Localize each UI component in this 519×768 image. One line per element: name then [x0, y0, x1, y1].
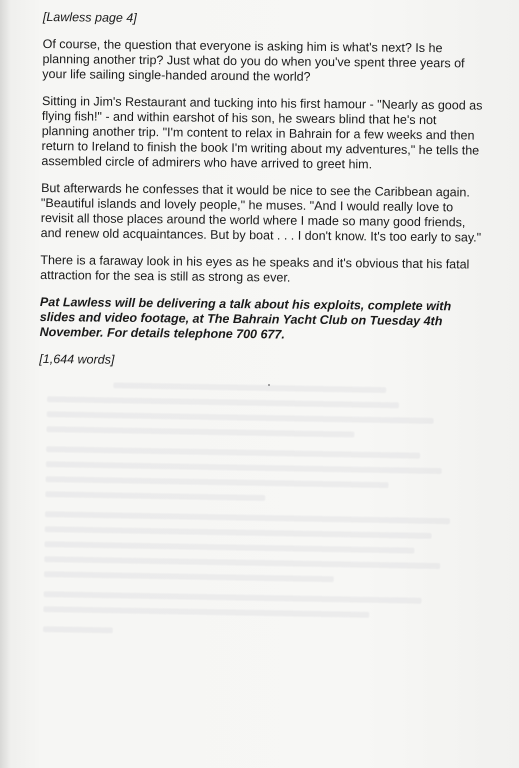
page-binding-edge [0, 0, 10, 768]
bleed-through-text [43, 381, 487, 649]
paragraph-3: But afterwards he confesses that it would be nice to see the Caribbean again. "Beautiful islands and lovely people," he muses. "And I would really love to revisit all those places around the world where I made so many good friends, and renew old acquaintances. But by boat . . . I don't know. It's too early to say." [40, 180, 482, 245]
event-announcement: Pat Lawless will be delivering a talk about his exploits, complete with slides and video footage, at The Bahrain Yacht Club on Tuesday 4th November. For details telephone 700 677. [39, 294, 452, 342]
paragraph-1: Of course, the question that everyone is asking him is what's next? Is he planning another trip? Just what do you do when you've spent three years of your life sailing single-handed around the world? [42, 36, 465, 84]
word-count: [1,644 words] [39, 351, 115, 367]
paragraph-4: There is a faraway look in his eyes as he speaks and it's obvious that his fatal attraction for the sea is still as strong as ever. [40, 252, 470, 285]
page-header: [Lawless page 4] [42, 10, 137, 25]
article-text [39, 10, 488, 384]
paragraph-2: Sitting in Jim's Restaurant and tucking into his first hamour - "Nearly as good as flying fish!" - and within earshot of his son, he swears blind that he's not planning another trip. "I'm content to relax in Bahrain for a few weeks and then return to Ireland to finish the book I'm writing about my adventures," he tells the assembled circle of admirers who have arrived to greet him. [41, 93, 483, 172]
